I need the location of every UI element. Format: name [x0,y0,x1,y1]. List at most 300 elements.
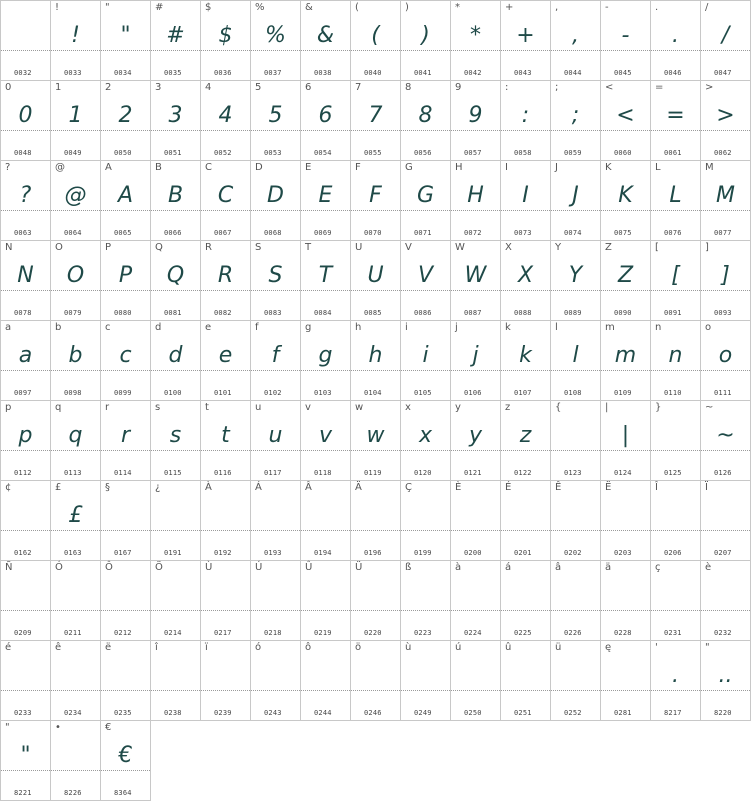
glyph-cell [551,161,601,241]
glyph-cell [201,481,251,561]
baseline-guide [101,290,150,291]
character-code: 0202 [564,549,582,557]
character-code: 0097 [14,389,32,397]
baseline-guide [251,370,300,371]
font-glyph-sample: $ [218,23,233,48]
reference-character: W [455,242,465,253]
reference-character: t [205,402,209,413]
character-code: 0064 [64,229,82,237]
glyph-cell [401,481,451,561]
baseline-guide [1,370,50,371]
glyph-cell [201,81,251,161]
character-code: 0049 [64,149,82,157]
glyph-cell [251,481,301,561]
font-glyph-sample: k [519,343,532,368]
glyph-cell [251,561,301,641]
baseline-guide [351,450,400,451]
reference-character: Ï [705,482,708,493]
reference-character: ú [455,642,462,653]
reference-character: ] [705,242,709,253]
character-code: 0115 [164,469,182,477]
character-code: 0116 [214,469,232,477]
reference-character: ę [605,642,612,653]
glyph-cell [201,401,251,481]
character-code: 0224 [464,629,482,637]
font-glyph-sample: I [522,183,529,208]
glyph-cell [701,401,751,481]
reference-character: h [355,322,362,333]
font-glyph-sample: m [614,343,637,368]
reference-character: | [605,402,609,413]
font-glyph-sample: L [669,183,682,208]
baseline-guide [151,610,200,611]
character-code: 0057 [464,149,482,157]
character-code: 0084 [314,309,332,317]
character-code: 0103 [314,389,332,397]
baseline-guide [651,690,700,691]
font-glyph-sample: P [118,263,133,288]
glyph-cell [251,81,301,161]
baseline-guide [401,130,450,131]
baseline-guide [251,50,300,51]
glyph-cell [701,641,751,721]
glyph-cell [151,161,201,241]
baseline-guide [451,290,500,291]
reference-character: ö [355,642,362,653]
font-glyph-sample: , [572,23,579,48]
character-code: 0056 [414,149,432,157]
font-glyph-sample: ? [19,183,32,208]
reference-character: K [605,162,612,173]
reference-character: g [305,322,312,333]
reference-character: r [105,402,110,413]
glyph-cell [401,81,451,161]
glyph-cell [51,81,101,161]
font-glyph-sample: N [17,263,34,288]
glyph-cell [501,401,551,481]
reference-character: } [655,402,662,413]
baseline-guide [601,290,650,291]
character-code: 0234 [64,709,82,717]
glyph-cell [301,321,351,401]
character-code: 0032 [14,69,32,77]
baseline-guide [651,50,700,51]
reference-character: Â [305,482,312,493]
glyph-cell [151,321,201,401]
character-code: 0035 [164,69,182,77]
character-code: 0228 [614,629,632,637]
font-glyph-sample: - [621,23,630,48]
glyph-cell [551,641,601,721]
character-code: 0192 [214,549,232,557]
glyph-cell [101,161,151,241]
font-glyph-sample: 5 [268,103,283,128]
baseline-guide [501,690,550,691]
glyph-cell [401,161,451,241]
character-code: 0249 [414,709,432,717]
font-glyph-sample: F [369,183,382,208]
reference-character: / [705,2,709,13]
reference-character: L [655,162,661,173]
glyph-cell [551,561,601,641]
baseline-guide [301,210,350,211]
baseline-guide [201,690,250,691]
character-code: 0072 [464,229,482,237]
glyph-cell [401,241,451,321]
glyph-cell [301,641,351,721]
reference-character: B [155,162,162,173]
font-glyph-sample: C [217,183,234,208]
reference-character: Ë [605,482,612,493]
character-code: 0101 [214,389,232,397]
font-glyph-sample: £ [68,503,83,528]
glyph-cell [351,561,401,641]
character-code: 0034 [114,69,132,77]
character-code: 0126 [714,469,732,477]
baseline-guide [251,130,300,131]
baseline-guide [551,610,600,611]
glyph-row [1,561,751,641]
glyph-cell [651,481,701,561]
character-code: 0125 [664,469,682,477]
character-code: 0077 [714,229,732,237]
glyph-cell [51,721,101,801]
font-glyph-sample: 4 [218,103,233,128]
glyph-cell [551,81,601,161]
baseline-guide [501,50,550,51]
font-glyph-sample: .. [718,663,733,688]
reference-character: ë [105,642,112,653]
character-code: 0066 [164,229,182,237]
character-code: 8220 [714,709,732,717]
baseline-guide [351,370,400,371]
reference-character: á [505,562,512,573]
reference-character: 8 [405,82,412,93]
baseline-guide [601,50,650,51]
reference-character: ! [55,2,60,13]
glyph-cell [301,1,351,81]
baseline-guide [101,450,150,451]
character-code: 0089 [564,309,582,317]
font-glyph-sample: f [271,343,280,368]
reference-character: p [5,402,12,413]
glyph-cell [1,401,51,481]
reference-character: § [105,482,110,493]
character-code: 0191 [164,549,182,557]
font-glyph-sample: . [672,23,679,48]
character-code: 0193 [264,549,282,557]
baseline-guide [51,210,100,211]
reference-character: b [55,322,62,333]
font-glyph-sample: t [221,423,230,448]
reference-character: @ [55,162,65,173]
glyph-cell [101,241,151,321]
character-code: 0081 [164,309,182,317]
glyph-cell [701,161,751,241]
glyph-cell [301,401,351,481]
character-code: 0045 [614,69,632,77]
font-glyph-sample: X [517,263,534,288]
font-glyph-sample: v [318,423,333,448]
glyph-cell [501,81,551,161]
character-code: 0119 [364,469,382,477]
baseline-guide [551,530,600,531]
font-glyph-sample: d [168,343,183,368]
character-code: 0073 [514,229,532,237]
baseline-guide [101,770,150,771]
baseline-guide [601,610,650,611]
reference-character: X [505,242,512,253]
character-code: 0090 [614,309,632,317]
glyph-cell [151,241,201,321]
font-glyph-sample: " [120,23,131,48]
glyph-cell [201,241,251,321]
glyph-cell [551,321,601,401]
reference-character: Z [605,242,612,253]
font-glyph-sample: U [367,263,384,288]
glyph-cell [251,1,301,81]
character-code: 0071 [414,229,432,237]
font-glyph-sample: h [368,343,383,368]
font-glyph-sample: 6 [318,103,333,128]
character-code: 0217 [214,629,232,637]
glyph-cell [651,401,701,481]
reference-character: 1 [55,82,62,93]
glyph-cell [601,1,651,81]
character-code: 0211 [64,629,82,637]
character-code: 0162 [14,549,32,557]
baseline-guide [101,690,150,691]
reference-character: ù [405,642,412,653]
glyph-cell [451,321,501,401]
reference-character: z [505,402,511,413]
baseline-guide [501,210,550,211]
baseline-guide [451,530,500,531]
baseline-guide [651,530,700,531]
baseline-guide [151,450,200,451]
character-code: 8221 [14,789,32,797]
reference-character: & [305,2,313,13]
glyph-cell [51,161,101,241]
character-code: 0123 [564,469,582,477]
glyph-cell [551,241,601,321]
reference-character: n [655,322,662,333]
baseline-guide [551,370,600,371]
font-glyph-sample: ! [71,23,80,48]
reference-character: [ [655,242,659,253]
baseline-guide [51,130,100,131]
baseline-guide [701,290,750,291]
reference-character: o [705,322,712,333]
font-glyph-sample: ) [421,23,430,48]
baseline-guide [601,370,650,371]
baseline-guide [201,290,250,291]
glyph-cell [451,161,501,241]
font-glyph-sample: i [422,343,429,368]
font-glyph-sample: 2 [118,103,133,128]
reference-character: k [505,322,511,333]
font-glyph-sample: . [672,663,679,688]
reference-character: Ñ [5,562,13,573]
font-glyph-sample: % [265,23,286,48]
baseline-guide [301,690,350,691]
character-code: 0108 [564,389,582,397]
reference-character: ü [555,642,562,653]
glyph-row [1,321,751,401]
glyph-cell [351,1,401,81]
baseline-guide [101,50,150,51]
character-code: 0063 [14,229,32,237]
reference-character: È [455,482,462,493]
character-code: 0050 [114,149,132,157]
reference-character: 2 [105,82,112,93]
baseline-guide [201,210,250,211]
glyph-cell [101,321,151,401]
reference-character: I [505,162,508,173]
baseline-guide [651,210,700,211]
font-glyph-sample: 7 [368,103,383,128]
baseline-guide [301,130,350,131]
glyph-cell [501,481,551,561]
character-code: 0113 [64,469,82,477]
baseline-guide [151,370,200,371]
character-code: 0209 [14,629,32,637]
character-code: 0214 [164,629,182,637]
baseline-guide [101,370,150,371]
baseline-guide [251,690,300,691]
baseline-guide [401,290,450,291]
reference-character: ô [305,642,312,653]
character-code: 0085 [364,309,382,317]
character-code: 0099 [114,389,132,397]
glyph-cell [651,561,701,641]
baseline-guide [1,130,50,131]
reference-character: 9 [455,82,462,93]
reference-character: = [655,82,664,93]
glyph-cell [51,241,101,321]
glyph-cell [251,161,301,241]
glyph-cell [201,161,251,241]
font-glyph-sample: [ [671,263,680,288]
character-code: 0194 [314,549,332,557]
reference-character: Ç [405,482,412,493]
reference-character: 5 [255,82,262,93]
baseline-guide [501,530,550,531]
font-glyph-sample: c [119,343,132,368]
character-code: 0223 [414,629,432,637]
character-code: 0251 [514,709,532,717]
glyph-cell [451,641,501,721]
baseline-guide [651,370,700,371]
baseline-guide [351,690,400,691]
font-glyph-sample: M [716,183,735,208]
font-glyph-sample: + [516,23,535,48]
baseline-guide [451,610,500,611]
reference-character: 3 [155,82,162,93]
character-code: 0070 [364,229,382,237]
glyph-cell [651,321,701,401]
baseline-guide [351,530,400,531]
font-glyph-sample: Y [568,263,583,288]
glyph-cell [251,321,301,401]
font-glyph-sample: ] [721,263,730,288]
font-glyph-sample: H [467,183,484,208]
glyph-cell [1,641,51,721]
font-glyph-sample: w [366,423,385,448]
baseline-guide [601,690,650,691]
glyph-cell [601,161,651,241]
character-code: 0246 [364,709,382,717]
glyph-cell [551,1,601,81]
character-code: 0051 [164,149,182,157]
glyph-cell [501,161,551,241]
reference-character: J [555,162,558,173]
character-code: 0040 [364,69,382,77]
baseline-guide [301,50,350,51]
reference-character: î [155,642,158,653]
glyph-cell [651,81,701,161]
glyph-row [1,481,751,561]
reference-character: " [705,642,710,653]
baseline-guide [51,610,100,611]
baseline-guide [51,290,100,291]
glyph-cell [551,401,601,481]
font-glyph-sample: s [169,423,182,448]
reference-character: ï [205,642,208,653]
font-glyph-sample: n [668,343,683,368]
glyph-cell [501,1,551,81]
glyph-cell [51,1,101,81]
character-code: 0114 [114,469,132,477]
character-code: 0091 [664,309,682,317]
character-code: 0042 [464,69,482,77]
glyph-cell [351,641,401,721]
baseline-guide [51,530,100,531]
glyph-row [1,81,751,161]
glyph-cell [1,481,51,561]
baseline-guide [201,370,250,371]
reference-character: G [405,162,413,173]
baseline-guide [601,130,650,131]
character-code: 0037 [264,69,282,77]
reference-character: Ê [555,482,562,493]
font-glyph-sample: T [318,263,333,288]
glyph-cell [101,1,151,81]
reference-character: s [155,402,161,413]
reference-character: i [405,322,408,333]
reference-character: Ö [155,562,163,573]
glyph-cell [351,321,401,401]
glyph-cell [401,641,451,721]
glyph-cell [151,1,201,81]
glyph-cell [151,401,201,481]
character-code: 0243 [264,709,282,717]
reference-character: Î [655,482,658,493]
baseline-guide [1,290,50,291]
glyph-cell [451,241,501,321]
glyph-cell [301,561,351,641]
glyph-cell [601,241,651,321]
character-code: 0196 [364,549,382,557]
glyph-cell [151,561,201,641]
character-code: 0076 [664,229,682,237]
glyph-cell [651,241,701,321]
character-code: 0218 [264,629,282,637]
baseline-guide [101,530,150,531]
glyph-cell [101,401,151,481]
baseline-guide [201,50,250,51]
reference-character: S [255,242,262,253]
